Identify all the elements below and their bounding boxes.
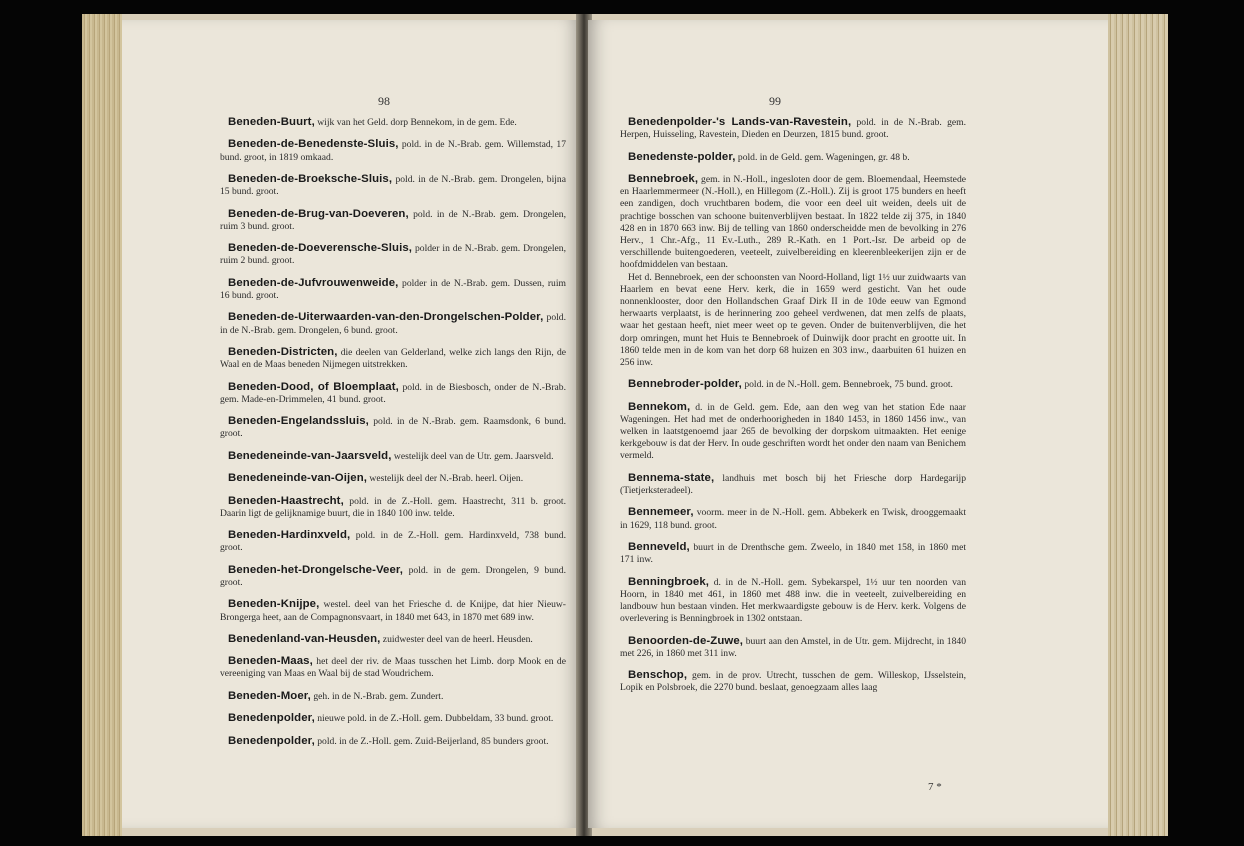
entry-text: voorm. meer in de N.-Holl. gem. Abbekerk en Twisk, drooggemaakt in 1629, 118 bund. groot.	[620, 507, 966, 531]
entry-text: pold. in de N.-Brab. gem. Drongelen, bijna 15 bund. groot.	[220, 173, 566, 198]
entry	[220, 381, 566, 406]
entry	[220, 116, 566, 129]
entry-text: die deelen van Gelderland, welke zich langs den Rijn, de Waal en de Maas beneden Nijmegen uitstrekken.	[220, 346, 566, 371]
entry	[220, 712, 566, 725]
entry-term: Beneden-het-Drongelsche-Veer,	[228, 563, 404, 576]
entry-text: nieuwe pold. in de Z.-Holl. gem. Dubbeldam, 33 bund. groot.	[314, 713, 554, 725]
entry	[220, 655, 566, 680]
entry	[620, 669, 966, 694]
page-number: 98	[378, 94, 390, 108]
entry	[220, 450, 566, 463]
entry-text: buurt aan den Amstel, in de Utr. gem. Mijdrecht, in 1840 met 226, in 1860 met 311 inw.	[620, 635, 966, 659]
text-column	[220, 116, 566, 757]
entry-term: Benedeneinde-van-Oijen,	[228, 472, 368, 485]
entry	[220, 735, 566, 748]
entry	[220, 633, 566, 646]
entry-term: Bennema-state,	[628, 471, 715, 484]
entry	[620, 576, 966, 626]
entry-paragraph	[620, 272, 966, 370]
entry	[220, 690, 566, 703]
entry-term: Beneden-Districten,	[228, 345, 338, 358]
entry-term: Beneden-de-Jufvrouwenweide,	[228, 276, 399, 289]
entry-text: pold. in de N.-Brab. gem. Drongelen, 6 bund. groot.	[220, 312, 566, 336]
entry-term: Beneden-de-Benedenste-Sluis,	[228, 138, 399, 151]
entry-term: Benneveld,	[628, 541, 690, 554]
entry-term: Beneden-Dood, of Bloemplaat,	[228, 380, 399, 393]
entry	[220, 311, 566, 336]
entry	[220, 173, 566, 198]
entry	[620, 401, 966, 463]
entry-text: gem. in N.-Holl., ingesloten door de gem. Bloemendaal, Heemstede en Haarlemmermeer (N.-Holl.), en Hillegom (Z.-Holl.). Zij is groot 175 bunders en heeft een zandigen, doch vruchtbaren bodem, die voor een deel uit weiden, deels uit de prachtige bosschen van schoone buitenverblijven bestaat. In 1822 telde zij 375, in 1840 428 en in 1870 663 inw. Bij de telling van 1860 onderscheidde men de bevolking in 276 Herv., 1 Chr.-Afg., 11 Ev.-Luth., 289 R.-Kath. en 1 Port.-Isr. De arbeid op de verschillende buitengoederen, veeteelt, zuivelbereiding en kleerenbleekerijen zijn er de hoofdmiddelen van bestaan.	[620, 173, 966, 271]
entry-term: Benoorden-de-Zuwe,	[628, 634, 744, 647]
entry-text: geh. in de N.-Brab. gem. Zundert.	[310, 690, 444, 702]
entry-term: Bennekom,	[628, 400, 691, 413]
signature-mark: 7 *	[928, 781, 942, 793]
entry	[620, 116, 966, 141]
entry	[620, 506, 966, 531]
entry-text: pold. in de Z.-Holl. gem. Zuid-Beijerland, 85 bunders groot.	[314, 735, 549, 747]
entry-text: westelijk deel der N.-Brab. heerl. Oijen.	[367, 473, 524, 485]
entry-text: westel. deel van het Friesche d. de Knijpe, dat hier Nieuw-Brongerga heet, aan de Compagnonsvaart, in 1840 met 643, in 1870 met 689 inw.	[220, 599, 566, 623]
entry-text: buurt in de Drenthsche gem. Zweelo, in 1840 met 158, in 1860 met 171 inw.	[620, 542, 966, 566]
entry-term: Benedenland-van-Heusden,	[228, 632, 381, 645]
entry-text: d. in de Geld. gem. Ede, aan den weg van het station Ede naar Wageningen. Het had met de onderhoorigheden in 1840 1453, in 1860 1456 inw., van welken in laatstgenoemd jaar 265 de bevolking der dorpskom uitmaakten. Het eenige kerkgebouw is dat der Herv. In oude geschriften wordt het onder den naam van Benichem vermeld.	[620, 401, 966, 462]
entry-text: pold. in de gem. Drongelen, 9 bund. groot.	[220, 564, 566, 588]
entry-term: Beneden-de-Doeverensche-Sluis,	[228, 242, 413, 255]
entry	[220, 598, 566, 623]
entry-term: Benedenpolder,	[228, 734, 315, 747]
page-edges-right	[1108, 14, 1168, 836]
entry	[620, 635, 966, 660]
entry-text: d. in de N.-Holl. gem. Sybekarspel, 1½ uur ten noorden van Hoorn, in 1840 met 461, in 1860 met 488 inw. die in veeteelt, zuivelbereiding en landbouw hun bestaan vinden. Het merkwaardigste gebouw is de Herv. kerk. Volgens de overlevering is Benningbroek in 1302 ontstaan.	[620, 576, 966, 625]
page-number: 99	[769, 94, 781, 108]
entry-text: pold. in de Z.-Holl. gem. Haastrecht, 311 b. groot. Daarin ligt de gelijknamige buurt, die in 1840 100 inw. telde.	[220, 495, 566, 519]
entry-text: gem. in de prov. Utrecht, tusschen de gem. Willeskop, IJsselstein, Lopik en Polsbroek, die 2270 bund. beslaat, genoegzaam alles laag	[620, 670, 966, 694]
entry	[220, 529, 566, 554]
entry-text: polder in de N.-Brab. gem. Dussen, ruim 16 bund. groot.	[220, 277, 566, 301]
entry-term: Benedenpolder-'s Lands-van-Ravestein,	[628, 116, 852, 128]
entry-text: pold. in de N.-Brab. gem. Drongelen, ruim 3 bund. groot.	[220, 208, 566, 232]
entry	[220, 495, 566, 520]
entry-term: Bennebroder-polder,	[628, 378, 742, 391]
entry-term: Beneden-de-Uiterwaarden-van-den-Drongelschen-Polder,	[228, 311, 544, 324]
entry-text: Het d. Bennebroek, een der schoonsten van Noord-Holland, ligt 1½ uur zuidwaarts van Haarlem en bevat eene Herv. kerk, die in 1659 werd gesticht. Van het oude nonnenklooster, door den Hollandschen Graaf Dirk II in de 10de eeuw van Egmond herwaarts verplaatst, is de herinnering zoo geheel verdwenen, dat men zelfs de plaats, waar het gestaan heeft, niet meer weet op te geven. Onder de buitenverblijven, die het dorp omringen, munt het Huis te Bennebroek of Duinwijk door pracht en grootte uit. In 1860 telde men in de kom van het dorp 68 huizen en 303 inw., daarbuiten 61 huizen en 256 inw.	[620, 271, 966, 369]
entry-term: Beneden-Maas,	[228, 655, 313, 668]
entry	[220, 346, 566, 371]
entry-term: Benningbroek,	[628, 575, 710, 588]
entry-term: Beneden-de-Brug-van-Doeveren,	[228, 207, 409, 220]
entry-term: Beneden-Haastrecht,	[228, 494, 344, 507]
entry-term: Bennebroek,	[628, 172, 699, 185]
page-edges-left	[82, 14, 122, 836]
entry-term: Beneden-Hardinxveld,	[228, 529, 351, 542]
entry	[620, 151, 966, 164]
left-page	[122, 20, 580, 828]
entry	[620, 173, 966, 272]
entry	[620, 378, 966, 391]
entry	[620, 472, 966, 497]
text-column	[620, 116, 966, 704]
entry	[220, 138, 566, 163]
entry-text: pold. in de Geld. gem. Wageningen, gr. 48 b.	[735, 151, 910, 163]
entry-text: landhuis met bosch bij het Friesche dorp Hardegarijp (Tietjerksteradeel).	[620, 472, 966, 497]
entry-term: Beneden-Moer,	[228, 689, 311, 702]
entry-term: Benedenpolder,	[228, 712, 315, 725]
entry	[220, 564, 566, 589]
entry-text: pold. in de Biesbosch, onder de N.-Brab. gem. Made-en-Drimmelen, 41 bund. groot.	[220, 381, 566, 405]
entry-term: Beneden-Knijpe,	[228, 598, 320, 611]
entry	[220, 415, 566, 440]
entry-text: pold. in de N.-Brab. gem. Herpen, Huisseling, Ravestein, Dieden en Deurzen, 1815 bund. groot.	[620, 117, 966, 141]
right-page	[588, 20, 1108, 828]
entry	[220, 277, 566, 302]
entry-text: pold. in de N.-Holl. gem. Bennebroek, 75 bund. groot.	[741, 379, 953, 391]
entry-term: Bennemeer,	[628, 506, 694, 519]
entry	[620, 541, 966, 566]
entry-term: Beneden-Engelandssluis,	[228, 415, 369, 428]
entry-term: Benedenste-polder,	[628, 150, 736, 163]
entry-text: pold. in de Z.-Holl. gem. Hardinxveld, 738 bund. groot.	[220, 530, 566, 554]
entry-text: polder in de N.-Brab. gem. Drongelen, ruim 2 bund. groot.	[220, 243, 566, 267]
entry-text: het deel der riv. de Maas tusschen het Limb. dorp Mook en de vereeniging van Maas en Waal bij de stad Woudrichem.	[220, 656, 566, 680]
entry	[220, 242, 566, 267]
entry-text: westelijk deel van de Utr. gem. Jaarsveld.	[391, 450, 554, 462]
entry-term: Benschop,	[628, 669, 688, 682]
entry-text: zuidwester deel van de heerl. Heusden.	[380, 633, 533, 645]
entry	[220, 208, 566, 233]
entry-term: Beneden-de-Broeksche-Sluis,	[228, 172, 393, 185]
entry	[220, 472, 566, 485]
entry-text: pold. in de N.-Brab. gem. Willemstad, 17 bund. groot, in 1819 omkaad.	[220, 139, 566, 163]
entry-text: wijk van het Geld. dorp Bennekom, in de gem. Ede.	[314, 117, 517, 128]
entry-text: pold. in de N.-Brab. gem. Raamsdonk, 6 bund. groot.	[220, 416, 566, 440]
entry-term: Beneden-Buurt,	[228, 116, 315, 128]
entry-term: Benedeneinde-van-Jaarsveld,	[228, 449, 392, 462]
